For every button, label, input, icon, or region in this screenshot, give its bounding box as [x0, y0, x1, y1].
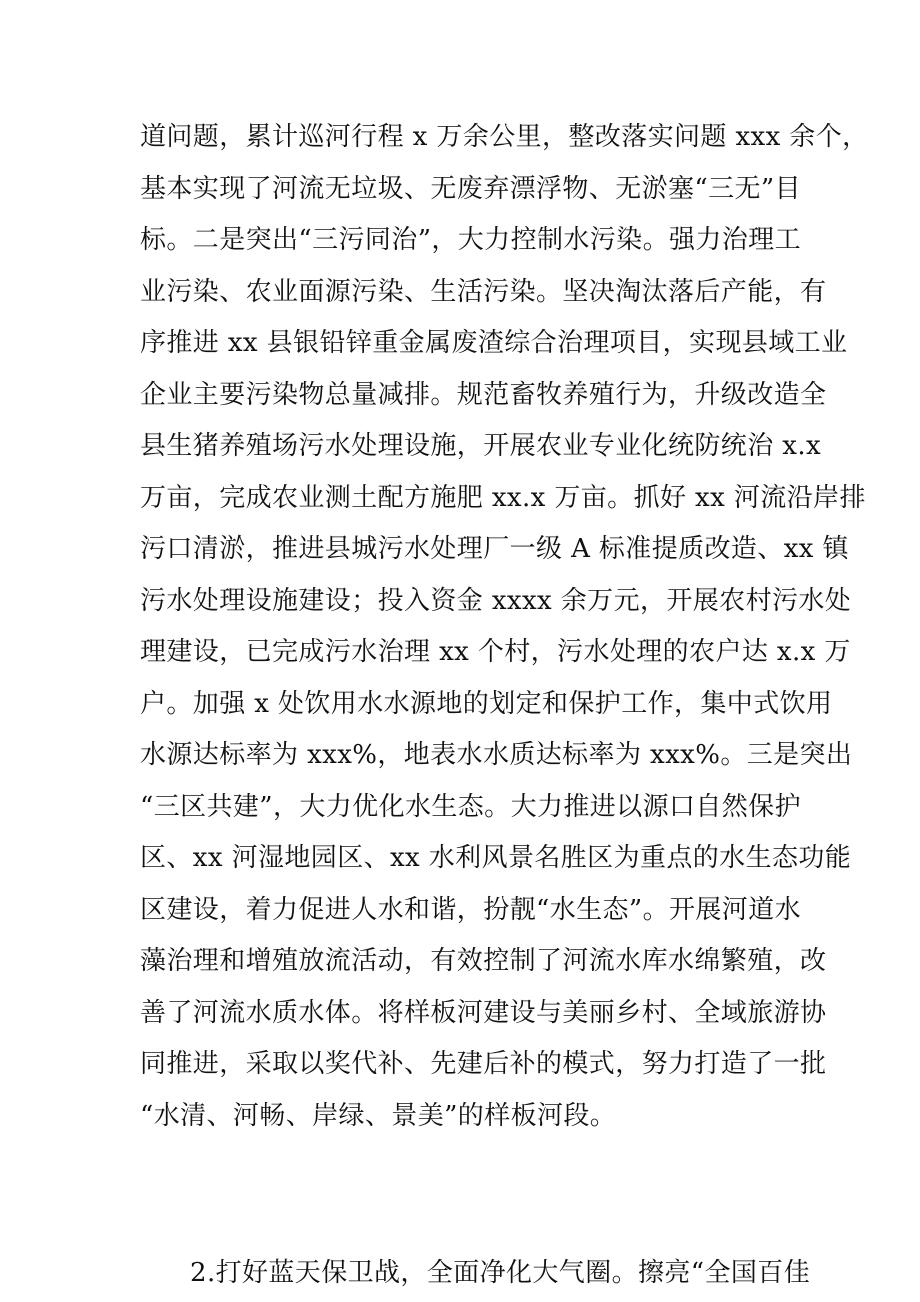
text-line: 基本实现了河流无垃圾、无废弃漂浮物、无淤塞“三无”目 [140, 174, 801, 204]
text-line: “三区共建”，大力优化水生态。大力推进以源口自然保护 [140, 792, 801, 822]
text-line: 区建设，着力促进人水和谐，扮靓“水生态”。开展河道水 [140, 895, 801, 925]
text-line: 企业主要污染物总量减排。规范畜牧养殖行为，升级改造全 [140, 380, 827, 410]
text-line: 区、xx 河湿地园区、xx 水利风景名胜区为重点的水生态功能 [140, 843, 852, 873]
text-line: “水清、河畅、岸绿、景美”的样板河段。 [140, 1101, 617, 1131]
text-line: 标。二是突出“三污同治”，大力控制水污染。强力治理工 [140, 225, 801, 255]
text-line: 污口清淤，推进县城污水处理厂一级 A 标准提质改造、xx 镇 [140, 534, 849, 564]
text-line: 藻治理和增殖放流活动，有效控制了河流水库水绵繁殖，改 [140, 946, 827, 976]
text-line: 污水处理设施建设；投入资金 xxxx 余万元，开展农村污水处 [140, 586, 852, 616]
text-line: 同推进，采取以奖代补、先建后补的模式，努力打造了一批 [140, 1049, 827, 1079]
text-line: 业污染、农业面源污染、生活污染。坚决淘汰落后产能，有 [140, 277, 827, 307]
text-line: 序推进 xx 县银铅锌重金属废渣综合治理项目，实现县域工业 [140, 328, 848, 358]
text-line: 水源达标率为 xxx%，地表水水质达标率为 xxx%。三是突出 [140, 740, 853, 770]
text-line: 道问题，累计巡河行程 x 万余公里，整改落实问题 xxx 余个， [140, 122, 869, 152]
text-line: 善了河流水质水体。将样板河建设与美丽乡村、全域旅游协 [140, 998, 827, 1028]
text-line: 户。加强 x 处饮用水水源地的划定和保护工作，集中式饮用 [140, 689, 833, 719]
text-line: 万亩，完成农业测土配方施肥 xx.x 万亩。抓好 xx 河流沿岸排 [140, 483, 866, 513]
text-line: 理建设，已完成污水治理 xx 个村，污水处理的农户达 x.x 万 [140, 637, 851, 667]
section-heading-line: 2.打好蓝天保卫战，全面净化大气圈。擦亮“全国百佳 [190, 1258, 811, 1288]
text-line: 县生猪养殖场污水处理设施，开展农业专业化统防统治 x.x [140, 431, 822, 461]
